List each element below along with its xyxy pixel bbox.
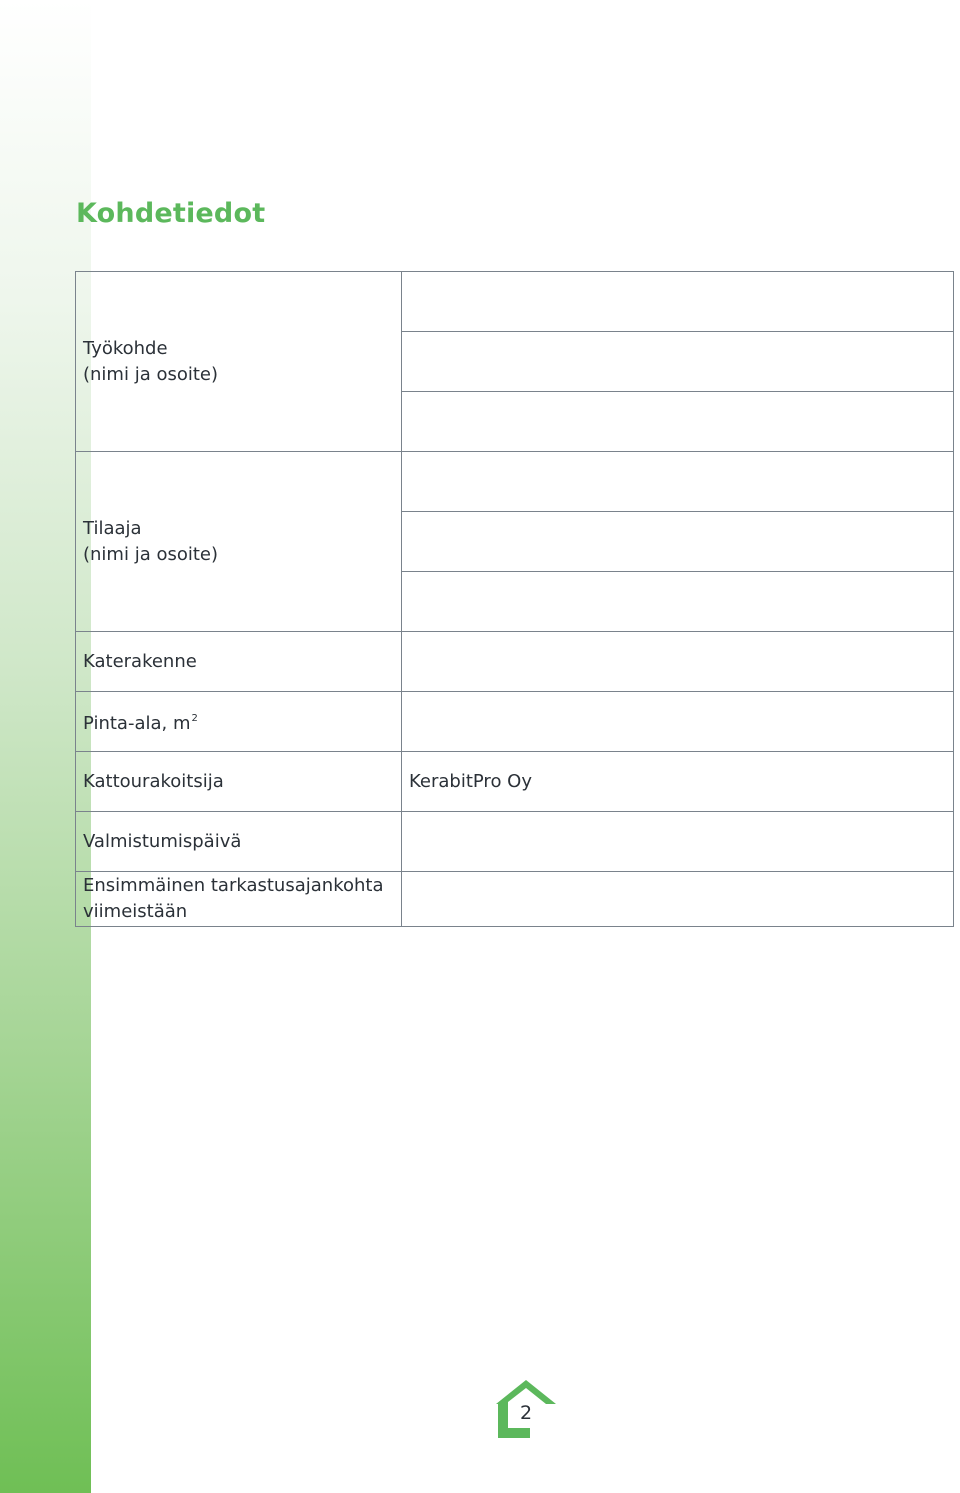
field-pinta-ala[interactable] — [402, 692, 954, 752]
site-info-table — [75, 271, 954, 927]
field-tyokohde-1[interactable] — [402, 272, 954, 332]
label-ensimmainen-line2: viimeistään — [83, 901, 188, 922]
field-kattourakoitsija[interactable]: KerabitPro Oy — [402, 752, 954, 812]
label-tilaaja-line2: (nimi ja osoite) — [83, 543, 218, 565]
page-title: Kohdetiedot — [76, 198, 266, 229]
label-valmistumispaiva: Valmistumispäivä — [76, 812, 402, 872]
field-tyokohde-3[interactable] — [402, 392, 954, 452]
field-tilaaja-2[interactable] — [402, 512, 954, 572]
field-tilaaja-1[interactable] — [402, 452, 954, 512]
page-number: 2 — [519, 1402, 533, 1424]
label-ensimmainen — [76, 872, 402, 927]
label-kattourakoitsija: Kattourakoitsija — [76, 752, 402, 812]
label-pinta-ala — [76, 692, 402, 752]
label-tyokohde — [76, 272, 402, 452]
label-pinta-ala-text: Pinta-ala, m — [83, 713, 191, 734]
label-tyokohde-line1: Työkohde — [83, 337, 168, 359]
label-pinta-ala-sup: 2 — [191, 713, 198, 724]
field-katerakenne[interactable] — [402, 632, 954, 692]
field-tilaaja-3[interactable] — [402, 572, 954, 632]
label-tilaaja-line1: Tilaaja — [83, 517, 142, 539]
field-ensimmainen[interactable] — [402, 872, 954, 927]
label-tyokohde-line2: (nimi ja osoite) — [83, 363, 218, 385]
label-katerakenne: Katerakenne — [76, 632, 402, 692]
label-ensimmainen-line1: Ensimmäinen tarkastusajankohta — [83, 875, 384, 896]
field-valmistumispaiva[interactable] — [402, 812, 954, 872]
label-tilaaja — [76, 452, 402, 632]
field-tyokohde-2[interactable] — [402, 332, 954, 392]
